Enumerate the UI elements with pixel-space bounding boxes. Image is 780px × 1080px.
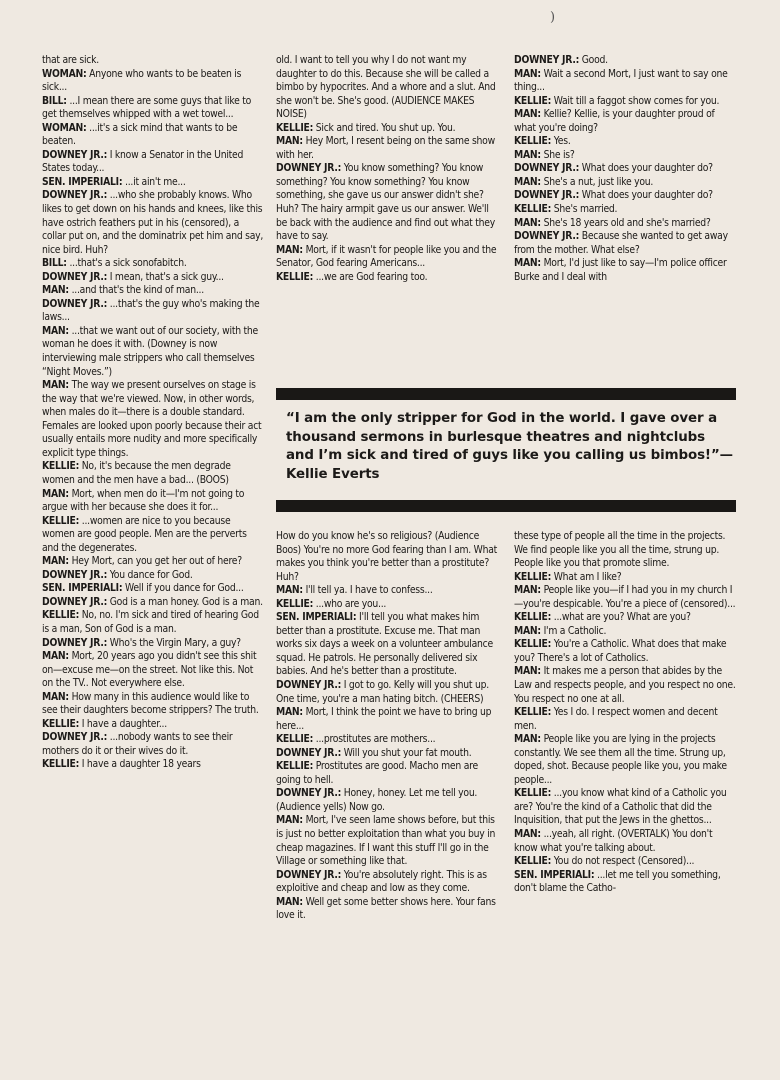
speaker-label: MAN: xyxy=(514,175,541,188)
transcript-line xyxy=(514,855,736,869)
speaker-label: DOWNEY JR.: xyxy=(276,746,342,759)
dialogue-text: ...that's the guy who's making the laws... xyxy=(42,297,260,324)
transcript-line xyxy=(276,747,500,761)
dialogue-text: She's a nut, just like you. xyxy=(543,175,654,188)
dialogue-text: Well if you dance for God... xyxy=(125,582,244,595)
transcript-line xyxy=(276,760,500,787)
dialogue-text: People like you are lying in the projects constantly. We see them all the time. Strung up, doped, shot. Because people like you, you make people... xyxy=(514,733,727,786)
dialogue-text: ...that we want out of our society, with the woman he does it with. (Downey is now interviewing male strippers who call themselves “Night Moves.”) xyxy=(42,324,258,378)
transcript-line xyxy=(276,869,500,896)
speaker-label: SEN. IMPERIALI: xyxy=(42,175,123,188)
speaker-label: MAN: xyxy=(42,690,69,703)
transcript-line xyxy=(42,68,264,95)
speaker-label: DOWNEY JR.: xyxy=(276,787,342,800)
transcript-line xyxy=(42,460,264,487)
dialogue-text: What does your daughter do? xyxy=(581,162,713,175)
dialogue-text: Hey Mort, can you get her out of here? xyxy=(71,555,242,568)
dialogue-text: You're absolutely right. This is as exploitive and cheap and low as they come. xyxy=(276,868,487,895)
speaker-label: MAN: xyxy=(514,665,541,678)
speaker-label: DOWNEY JR.: xyxy=(514,54,580,66)
speaker-label: DOWNEY JR.: xyxy=(42,297,108,310)
dialogue-text: I'll tell you what makes him better than a prostitute. Excuse me. That man works six days a week on a volunteer ambulance squad. He patrols. He personally delivered six babies. And he's better than a prostitute. xyxy=(276,611,493,678)
speaker-label: KELLIE: xyxy=(42,758,80,771)
transcript-line xyxy=(276,787,500,814)
speaker-label: DOWNEY JR.: xyxy=(514,189,580,202)
dialogue-text: ...prostitutes are mothers... xyxy=(315,733,436,746)
dialogue-text: I'll tell ya. I have to confess... xyxy=(305,584,433,597)
dialogue-text: I got to go. Kelly will you shut up. One time, you're a man hating bitch. (CHEERS) xyxy=(276,679,489,705)
dialogue-text: How do you know he's so religious? (Audience Boos) You're no more God fearing than I am. What makes you think you're better than a prostitute? Huh? xyxy=(276,530,498,583)
dialogue-text: Mort, when men do it—I'm not going to argue with her because she does it for... xyxy=(42,487,245,514)
speaker-label: DOWNEY JR.: xyxy=(276,868,342,881)
speaker-label: KELLIE: xyxy=(514,787,552,800)
transcript-line xyxy=(276,54,500,122)
transcript-line xyxy=(514,162,736,176)
transcript-line xyxy=(42,149,264,176)
speaker-label: KELLIE: xyxy=(42,460,80,473)
dialogue-text: You do not respect (Censored)... xyxy=(553,855,695,868)
dialogue-text: Good. xyxy=(581,54,608,66)
dialogue-text: ...let me tell you something, don't blame the Catho- xyxy=(514,868,721,895)
speaker-label: MAN: xyxy=(42,555,69,568)
speaker-label: DOWNEY JR.: xyxy=(42,189,108,202)
transcript-line xyxy=(42,176,264,190)
speaker-label: KELLIE: xyxy=(514,135,552,148)
speaker-label: DOWNEY JR.: xyxy=(514,162,580,175)
transcript-line xyxy=(42,758,264,772)
speaker-label: MAN: xyxy=(514,584,541,597)
column-5 xyxy=(514,530,736,896)
transcript-line xyxy=(514,571,736,585)
column-3 xyxy=(514,54,736,284)
dialogue-text: You know something? You know something? You know something? You know something, she gave us our answer didn't she? Huh? The hairy armpit gave us our answer. We'll be back with the audience and find out what they have to say. xyxy=(276,162,495,243)
speaker-label: MAN: xyxy=(276,243,303,256)
speaker-label: SEN. IMPERIALI: xyxy=(514,868,595,881)
transcript-line xyxy=(514,869,736,896)
speaker-label: KELLIE: xyxy=(276,597,314,610)
dialogue-text: She is? xyxy=(543,148,575,161)
transcript-line xyxy=(514,665,736,706)
dialogue-text: ...nobody wants to see their mothers do it or their wives do it. xyxy=(42,731,233,757)
dialogue-text: You're a Catholic. What does that make you? There's a lot of Catholics. xyxy=(514,638,727,664)
speaker-label: KELLIE: xyxy=(276,733,314,746)
dialogue-text: ...that's a sick sonofabitch. xyxy=(69,257,187,270)
dialogue-text: Hey Mort, I resent being on the same show with her. xyxy=(276,135,495,161)
transcript-line xyxy=(514,149,736,163)
speaker-label: MAN: xyxy=(276,584,303,597)
transcript-line xyxy=(514,230,736,257)
dialogue-text: She's married. xyxy=(553,203,618,216)
dialogue-text: ...who she probably knows. Who likes to get down on his hands and knees, like this have ostrich feathers put in his (censored), a collar put on, and the dominatrix pet him and say, nice bird. Huh? xyxy=(42,189,264,256)
speaker-label: MAN: xyxy=(514,733,541,746)
dialogue-text: I have a daughter 18 years xyxy=(81,758,201,771)
transcript-line xyxy=(42,609,264,636)
transcript-line xyxy=(514,176,736,190)
speaker-label: WOMAN: xyxy=(42,67,87,80)
speaker-label: KELLIE: xyxy=(276,760,314,773)
speaker-label: MAN: xyxy=(276,895,303,908)
transcript-line xyxy=(42,555,264,569)
transcript-line xyxy=(514,611,736,625)
speaker-label: MAN: xyxy=(276,814,303,827)
speaker-label: DOWNEY JR.: xyxy=(42,568,108,581)
speaker-label: MAN: xyxy=(42,487,69,500)
dialogue-text: God is a man honey. God is a man. xyxy=(109,595,263,608)
column-4 xyxy=(276,530,500,923)
transcript-line xyxy=(276,162,500,243)
dialogue-text: You dance for God. xyxy=(109,568,193,581)
transcript-line xyxy=(276,598,500,612)
transcript-line xyxy=(42,637,264,651)
dialogue-text: How many in this audience would like to see their daughters become strippers? The truth. xyxy=(42,690,259,717)
speaker-label: BILL: xyxy=(42,94,67,107)
speaker-label: DOWNEY JR.: xyxy=(514,230,580,243)
speaker-label: KELLIE: xyxy=(514,203,552,216)
transcript-line xyxy=(276,135,500,162)
transcript-line xyxy=(276,530,500,584)
transcript-line xyxy=(42,515,264,556)
transcript-line xyxy=(276,733,500,747)
speaker-label: MAN: xyxy=(276,706,303,719)
dialogue-text: What am I like? xyxy=(553,570,622,583)
speaker-label: MAN: xyxy=(514,216,541,229)
speaker-label: KELLIE: xyxy=(514,855,552,868)
speaker-label: MAN: xyxy=(514,828,541,841)
dialogue-text: She's 18 years old and she's married? xyxy=(543,216,711,229)
speaker-label: KELLIE: xyxy=(276,121,314,134)
transcript-line xyxy=(42,569,264,583)
speaker-label: KELLIE: xyxy=(276,270,314,283)
dialogue-text: ...women are nice to you because women are good people. Men are the perverts and the degenerates. xyxy=(42,514,247,554)
transcript-line xyxy=(42,257,264,271)
dialogue-text: Because she wanted to get away from the mother. What else? xyxy=(514,230,728,256)
dialogue-text: ...you know what kind of a Catholic you are? You're the kind of a Catholic that did the Inquisition, that put the Jews in the ghettos... xyxy=(514,787,727,827)
speaker-label: MAN: xyxy=(514,67,541,80)
dialogue-text: I mean, that's a sick guy... xyxy=(109,270,224,283)
column-2 xyxy=(276,54,500,284)
corner-mark: ) xyxy=(550,10,556,25)
transcript-line xyxy=(514,584,736,611)
speaker-label: KELLIE: xyxy=(514,638,552,651)
transcript-line xyxy=(42,731,264,758)
speaker-label: KELLIE: xyxy=(514,706,552,719)
dialogue-text: Honey, honey. Let me tell you. (Audience yells) Now go. xyxy=(276,787,478,813)
speaker-label: SEN. IMPERIALI: xyxy=(276,611,357,624)
transcript-line xyxy=(514,203,736,217)
dialogue-text: People like you—if I had you in my church I—you're despicable. You're a piece of (censored)... xyxy=(514,584,736,610)
dialogue-text: old. I want to tell you why I do not want my daughter to do this. Because she will be called a bimbo by hypocrites. And a whore and a slut. And she won't be. She's good. (AUDIENCE MAKES NOISE) xyxy=(276,54,496,121)
dialogue-text: It makes me a person that abides by the Law and respects people, and you respect no one. You respect no one at all. xyxy=(514,665,736,705)
speaker-label: KELLIE: xyxy=(514,570,552,583)
speaker-label: MAN: xyxy=(514,108,541,121)
dialogue-text: ...yeah, all right. (OVERTALK) You don't know what you're talking about. xyxy=(514,828,713,854)
speaker-label: DOWNEY JR.: xyxy=(42,270,108,283)
transcript-line xyxy=(514,217,736,231)
dialogue-text: Kellie? Kellie, is your daughter proud of what you're doing? xyxy=(514,108,715,134)
transcript-line xyxy=(514,95,736,109)
transcript-line xyxy=(42,488,264,515)
pull-quote: “I am the only stripper for God in the world. I gave over a thousand sermons in burlesque theatres and nightclubs and I’m sick and tired of guys like you calling us bimbos!”—Kellie Everts xyxy=(286,411,733,482)
speaker-label: DOWNEY JR.: xyxy=(276,679,342,692)
transcript-line xyxy=(42,582,264,596)
transcript-line xyxy=(42,284,264,298)
speaker-label: DOWNEY JR.: xyxy=(42,636,108,649)
dialogue-text: Yes. xyxy=(553,135,571,148)
dialogue-text: Mort, 20 years ago you didn't see this shit on—excuse me—on the street. Not like this. Not on the TV.. Not everywhere else. xyxy=(42,650,257,690)
dialogue-text: I'm a Catholic. xyxy=(543,624,607,637)
transcript-line xyxy=(514,787,736,828)
dialogue-text: ...it's a sick mind that wants to be beaten. xyxy=(42,121,238,148)
dialogue-text: The way we present ourselves on stage is the way that we're viewed. Now, in other words, when males do it—there is a double standard. Females are looked upon poorly because their act usually entails more nudity and more specifically explicit type things. xyxy=(42,379,262,459)
dialogue-text: Wait a second Mort, I just want to say one thing... xyxy=(514,67,728,94)
dialogue-text: Wait till a faggot show comes for you. xyxy=(553,94,720,107)
dialogue-text: ...I mean there are some guys that like to get themselves whipped with a wet towel... xyxy=(42,94,252,121)
dialogue-text: What does your daughter do? xyxy=(581,189,713,202)
transcript-line xyxy=(514,625,736,639)
transcript-line xyxy=(514,706,736,733)
transcript-line xyxy=(276,679,500,706)
dialogue-text: I know a Senator in the United States today... xyxy=(42,148,244,175)
dialogue-text: ...we are God fearing too. xyxy=(315,270,428,283)
transcript-line xyxy=(276,896,500,923)
transcript-line xyxy=(42,298,264,325)
dialogue-text: Sick and tired. You shut up. You. xyxy=(315,121,456,134)
speaker-label: BILL: xyxy=(42,257,67,270)
transcript-line xyxy=(42,718,264,732)
transcript-line xyxy=(276,584,500,598)
speaker-label: MAN: xyxy=(42,324,69,337)
transcript-line xyxy=(42,325,264,379)
transcript-line xyxy=(276,244,500,271)
dialogue-text: Mort, if it wasn't for people like you and the Senator, God fearing Americans... xyxy=(276,243,497,270)
speaker-label: MAN: xyxy=(514,257,541,270)
speaker-label: SEN. IMPERIALI: xyxy=(42,582,123,595)
dialogue-text: Anyone who wants to be beaten is sick... xyxy=(42,67,242,94)
transcript-line xyxy=(42,54,264,68)
transcript-line xyxy=(514,68,736,95)
speaker-label: DOWNEY JR.: xyxy=(42,148,108,161)
pull-quote-top-rule xyxy=(276,388,736,400)
transcript-line xyxy=(42,650,264,691)
dialogue-text: Well get some better shows here. Your fans love it. xyxy=(276,895,496,922)
transcript-line xyxy=(276,122,500,136)
dialogue-text: Mort, I'd just like to say—I'm police officer Burke and I deal with xyxy=(514,257,727,283)
speaker-label: KELLIE: xyxy=(514,611,552,624)
transcript-line xyxy=(276,706,500,733)
speaker-label: KELLIE: xyxy=(514,94,552,107)
transcript-line xyxy=(42,122,264,149)
dialogue-text: ...and that's the kind of man... xyxy=(71,284,204,297)
column-1 xyxy=(42,54,264,772)
speaker-label: DOWNEY JR.: xyxy=(276,162,342,175)
dialogue-text: ...who are you... xyxy=(315,597,387,610)
speaker-label: DOWNEY JR.: xyxy=(42,731,108,744)
transcript-line xyxy=(42,596,264,610)
transcript-line xyxy=(514,257,736,284)
speaker-label: WOMAN: xyxy=(42,121,87,134)
transcript-line xyxy=(514,54,736,68)
dialogue-text: Prostitutes are good. Macho men are going to hell. xyxy=(276,760,478,786)
pull-quote-bottom-rule xyxy=(276,500,736,512)
transcript-line xyxy=(514,530,736,571)
transcript-line xyxy=(42,95,264,122)
speaker-label: MAN: xyxy=(42,379,69,392)
transcript-line xyxy=(42,379,264,460)
dialogue-text: ...it ain't me... xyxy=(125,175,186,188)
dialogue-text: Will you shut your fat mouth. xyxy=(343,746,472,759)
transcript-line xyxy=(42,271,264,285)
dialogue-text: I have a daughter... xyxy=(81,717,167,730)
speaker-label: MAN: xyxy=(276,135,303,148)
transcript-line xyxy=(514,733,736,787)
dialogue-text: that are sick. xyxy=(42,54,99,66)
transcript-line xyxy=(276,271,500,285)
transcript-line xyxy=(276,611,500,679)
speaker-label: MAN: xyxy=(514,624,541,637)
dialogue-text: Mort, I think the point we have to bring up here... xyxy=(276,706,492,732)
dialogue-text: Mort, I've seen lame shows before, but this is just no better exploitation than what you buy in cheap magazines. If I want this stuff I'll go in the Village or something like that. xyxy=(276,814,496,868)
transcript-line xyxy=(514,638,736,665)
dialogue-text: Yes I do. I respect women and decent men. xyxy=(514,706,718,732)
speaker-label: KELLIE: xyxy=(42,609,80,622)
speaker-label: KELLIE: xyxy=(42,717,80,730)
speaker-label: KELLIE: xyxy=(42,514,80,527)
dialogue-text: Who's the Virgin Mary, a guy? xyxy=(109,636,241,649)
speaker-label: MAN: xyxy=(514,148,541,161)
speaker-label: MAN: xyxy=(42,650,69,663)
transcript-line xyxy=(42,691,264,718)
speaker-label: DOWNEY JR.: xyxy=(42,595,108,608)
dialogue-text: these type of people all the time in the projects. We find people like you all the time, strung up. People like you that promote slime. xyxy=(514,530,726,570)
speaker-label: MAN: xyxy=(42,284,69,297)
dialogue-text: ...what are you? What are you? xyxy=(553,611,691,624)
transcript-line xyxy=(276,814,500,868)
transcript-line xyxy=(514,108,736,135)
dialogue-text: No, it's because the men degrade women and the men have a bad... (BOOS) xyxy=(42,460,231,486)
transcript-line xyxy=(514,189,736,203)
transcript-line xyxy=(514,828,736,855)
transcript-line xyxy=(514,135,736,149)
dialogue-text: No, no. I'm sick and tired of hearing God is a man, Son of God is a man. xyxy=(42,609,259,635)
transcript-line xyxy=(42,189,264,257)
